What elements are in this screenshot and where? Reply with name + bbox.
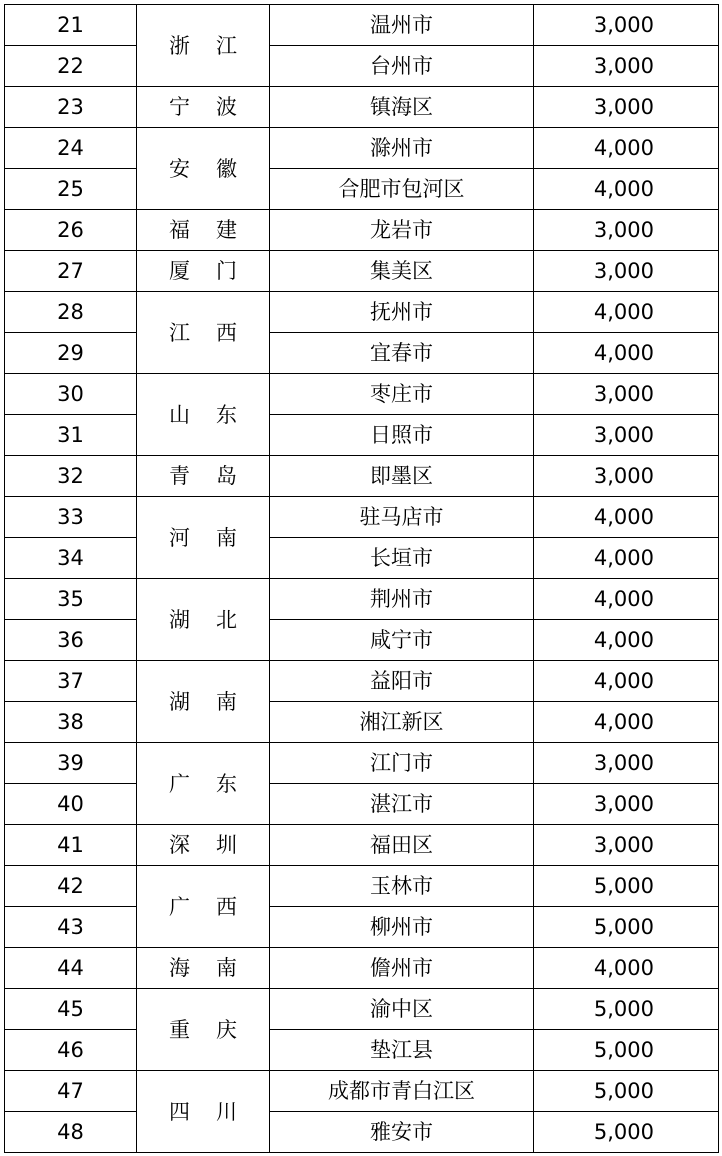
amount-cell: 4,000: [534, 169, 719, 210]
amount-cell: 5,000: [534, 1071, 719, 1112]
amount-cell: 3,000: [534, 210, 719, 251]
row-number: 48: [5, 1112, 137, 1153]
table-row: [5, 251, 719, 292]
province-cell: 安徽: [137, 128, 270, 210]
row-number: 39: [5, 743, 137, 784]
row-number: 36: [5, 620, 137, 661]
table-row: [5, 128, 719, 169]
amount-cell: 4,000: [534, 702, 719, 743]
row-number: 33: [5, 497, 137, 538]
row-number: 29: [5, 333, 137, 374]
province-cell: 山东: [137, 374, 270, 456]
amount-cell: 4,000: [534, 292, 719, 333]
city-cell: 咸宁市: [270, 620, 534, 661]
amount-cell: 4,000: [534, 128, 719, 169]
city-cell: 抚州市: [270, 292, 534, 333]
city-cell: 宜春市: [270, 333, 534, 374]
amount-cell: 4,000: [534, 497, 719, 538]
province-cell: 湖北: [137, 579, 270, 661]
table-row: [5, 87, 719, 128]
amount-cell: 4,000: [534, 620, 719, 661]
province-cell: 宁波: [137, 87, 270, 128]
city-cell: 镇海区: [270, 87, 534, 128]
province-cell: 海南: [137, 948, 270, 989]
amount-cell: 3,000: [534, 743, 719, 784]
row-number: 26: [5, 210, 137, 251]
province-cell: 广东: [137, 743, 270, 825]
city-cell: 合肥市包河区: [270, 169, 534, 210]
row-number: 37: [5, 661, 137, 702]
row-number: 22: [5, 46, 137, 87]
row-number: 24: [5, 128, 137, 169]
table-row: [5, 169, 719, 210]
city-cell: 雅安市: [270, 1112, 534, 1153]
amount-cell: 4,000: [534, 948, 719, 989]
amount-cell: 4,000: [534, 661, 719, 702]
row-number: 28: [5, 292, 137, 333]
amount-cell: 3,000: [534, 251, 719, 292]
city-cell: 儋州市: [270, 948, 534, 989]
table-row: [5, 5, 719, 46]
amount-cell: 4,000: [534, 538, 719, 579]
province-cell: 江西: [137, 292, 270, 374]
city-cell: 台州市: [270, 46, 534, 87]
table-row: [5, 825, 719, 866]
row-number: 40: [5, 784, 137, 825]
table-row: [5, 497, 719, 538]
city-cell: 成都市青白江区: [270, 1071, 534, 1112]
amount-cell: 3,000: [534, 784, 719, 825]
city-cell: 枣庄市: [270, 374, 534, 415]
table-row: [5, 907, 719, 948]
row-number: 30: [5, 374, 137, 415]
table-row: [5, 1030, 719, 1071]
amount-cell: 3,000: [534, 87, 719, 128]
allocation-table: [4, 4, 719, 1153]
row-number: 32: [5, 456, 137, 497]
province-cell: 深圳: [137, 825, 270, 866]
row-number: 42: [5, 866, 137, 907]
province-cell: 青岛: [137, 456, 270, 497]
city-cell: 福田区: [270, 825, 534, 866]
table-row: [5, 456, 719, 497]
amount-cell: 3,000: [534, 415, 719, 456]
city-cell: 长垣市: [270, 538, 534, 579]
city-cell: 垫江县: [270, 1030, 534, 1071]
province-cell: 福建: [137, 210, 270, 251]
province-cell: 河南: [137, 497, 270, 579]
city-cell: 龙岩市: [270, 210, 534, 251]
amount-cell: 5,000: [534, 907, 719, 948]
city-cell: 集美区: [270, 251, 534, 292]
table-row: [5, 1071, 719, 1112]
table-row: [5, 784, 719, 825]
city-cell: 玉林市: [270, 866, 534, 907]
table-row: [5, 1112, 719, 1153]
row-number: 46: [5, 1030, 137, 1071]
amount-cell: 4,000: [534, 579, 719, 620]
amount-cell: 5,000: [534, 866, 719, 907]
province-cell: 重庆: [137, 989, 270, 1071]
row-number: 23: [5, 87, 137, 128]
amount-cell: 3,000: [534, 5, 719, 46]
province-cell: 湖南: [137, 661, 270, 743]
row-number: 31: [5, 415, 137, 456]
city-cell: 即墨区: [270, 456, 534, 497]
row-number: 43: [5, 907, 137, 948]
table-row: [5, 989, 719, 1030]
row-number: 27: [5, 251, 137, 292]
city-cell: 湘江新区: [270, 702, 534, 743]
city-cell: 渝中区: [270, 989, 534, 1030]
province-cell: 浙江: [137, 5, 270, 87]
amount-cell: 3,000: [534, 46, 719, 87]
table-row: [5, 948, 719, 989]
table-row: [5, 210, 719, 251]
city-cell: 日照市: [270, 415, 534, 456]
table-row: [5, 538, 719, 579]
table-row: [5, 620, 719, 661]
row-number: 34: [5, 538, 137, 579]
city-cell: 江门市: [270, 743, 534, 784]
province-cell: 广西: [137, 866, 270, 948]
table-row: [5, 866, 719, 907]
row-number: 45: [5, 989, 137, 1030]
city-cell: 驻马店市: [270, 497, 534, 538]
table-row: [5, 292, 719, 333]
province-cell: 厦门: [137, 251, 270, 292]
amount-cell: 5,000: [534, 1112, 719, 1153]
city-cell: 湛江市: [270, 784, 534, 825]
table-row: [5, 743, 719, 784]
table-row: [5, 333, 719, 374]
city-cell: 荆州市: [270, 579, 534, 620]
amount-cell: 3,000: [534, 456, 719, 497]
row-number: 21: [5, 5, 137, 46]
row-number: 38: [5, 702, 137, 743]
city-cell: 益阳市: [270, 661, 534, 702]
city-cell: 温州市: [270, 5, 534, 46]
table-row: [5, 415, 719, 456]
amount-cell: 5,000: [534, 989, 719, 1030]
amount-cell: 3,000: [534, 374, 719, 415]
row-number: 44: [5, 948, 137, 989]
row-number: 47: [5, 1071, 137, 1112]
city-cell: 柳州市: [270, 907, 534, 948]
table-row: [5, 702, 719, 743]
table-row: [5, 374, 719, 415]
table-row: [5, 579, 719, 620]
province-cell: 四川: [137, 1071, 270, 1153]
row-number: 25: [5, 169, 137, 210]
row-number: 41: [5, 825, 137, 866]
city-cell: 滁州市: [270, 128, 534, 169]
amount-cell: 5,000: [534, 1030, 719, 1071]
table-row: [5, 661, 719, 702]
table-row: [5, 46, 719, 87]
row-number: 35: [5, 579, 137, 620]
amount-cell: 4,000: [534, 333, 719, 374]
amount-cell: 3,000: [534, 825, 719, 866]
